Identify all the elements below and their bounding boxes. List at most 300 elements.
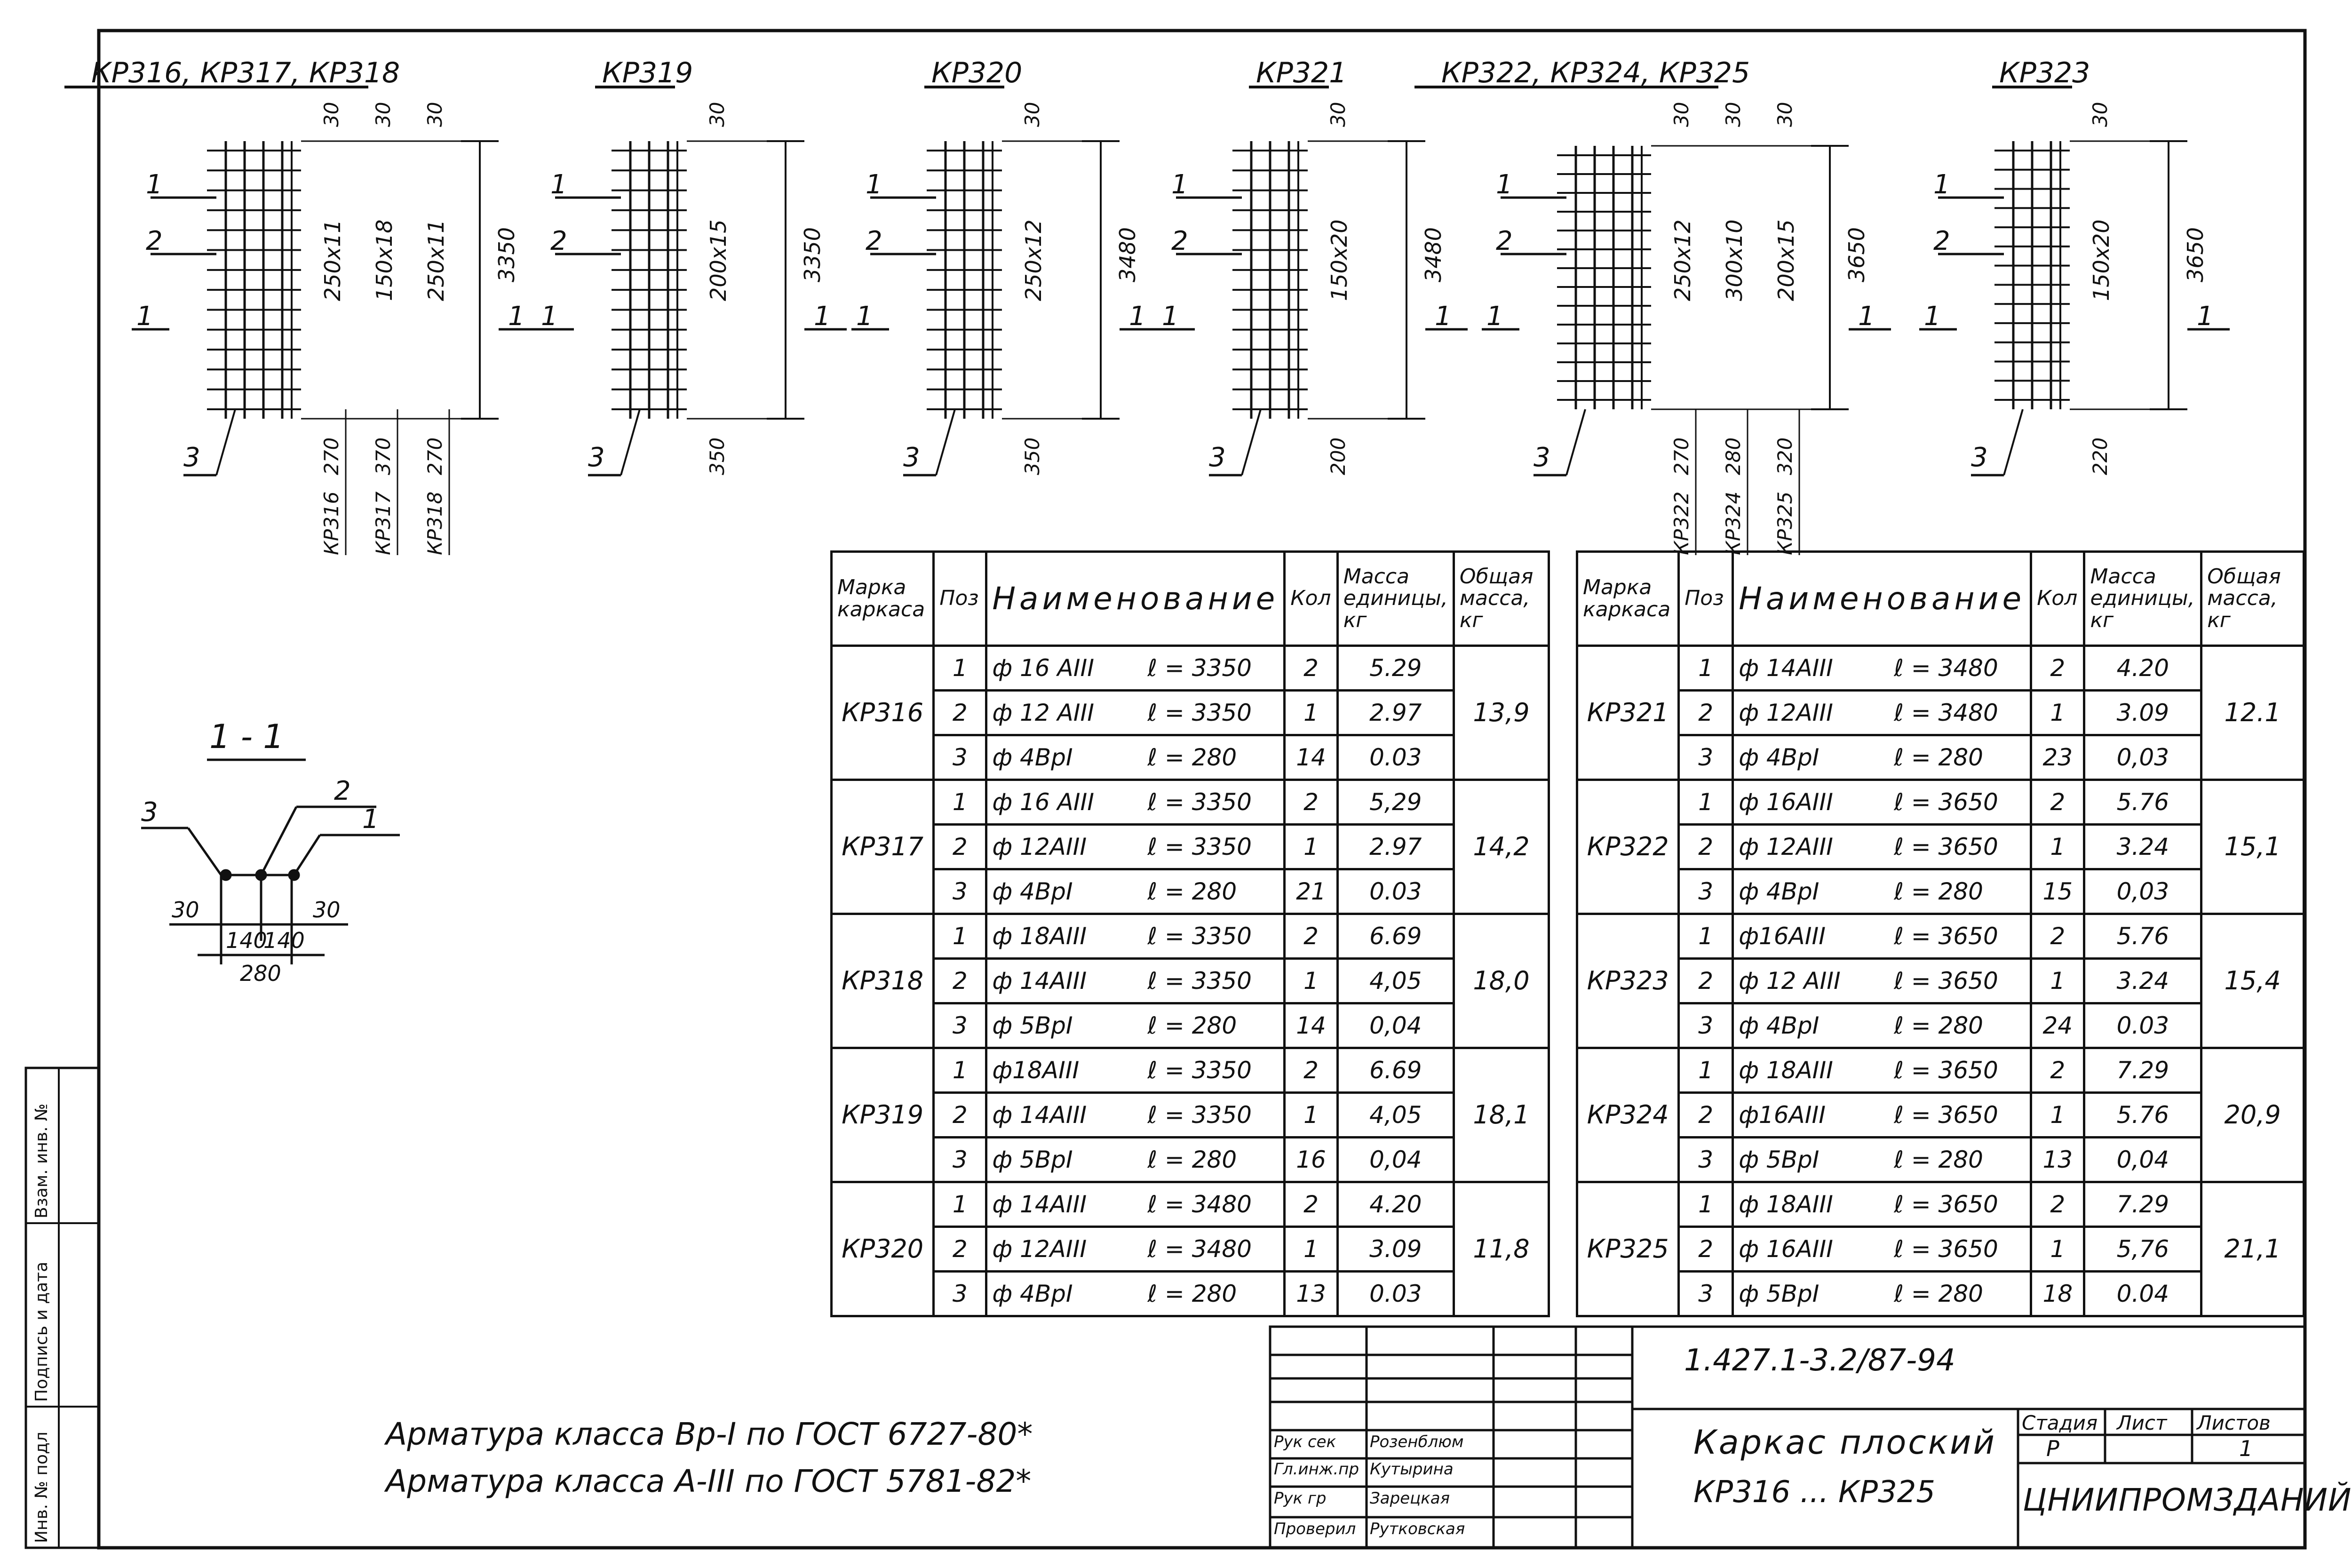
bar-length: ℓ = 3650 bbox=[1894, 1235, 1998, 1263]
table-row bbox=[832, 735, 1549, 780]
header-pos-r: Поз bbox=[1679, 552, 1733, 646]
sheet-subtitle: КР316 ... КР325 bbox=[1693, 1475, 1936, 1510]
callout-1b-0: 1 bbox=[136, 301, 153, 332]
quantity: 1 bbox=[1285, 1093, 1337, 1138]
bar-name bbox=[986, 1272, 1285, 1316]
section-dim-half-left: 140 bbox=[226, 928, 267, 953]
position: 3 bbox=[934, 735, 986, 780]
unit-mass: 7.29 bbox=[2084, 1182, 2201, 1227]
callout-3-2: 3 bbox=[903, 442, 920, 473]
frame-dim-0-0: 250х11 bbox=[320, 219, 345, 301]
position: 2 bbox=[934, 1093, 986, 1138]
bar-diameter: ф 12АIII bbox=[992, 1235, 1087, 1263]
frame-bottom-2-0: 350 bbox=[1021, 437, 1044, 475]
bar-length: ℓ = 3650 bbox=[1894, 833, 1998, 860]
bar-length: ℓ = 3650 bbox=[1894, 1056, 1998, 1084]
role-label: Рук гр bbox=[1274, 1489, 1327, 1508]
bar-diameter: ф 4ВрI bbox=[1739, 743, 1820, 771]
callout-1-0: 1 bbox=[146, 169, 163, 200]
frame-drawings bbox=[64, 87, 2230, 555]
bar-name bbox=[1733, 1272, 2031, 1316]
unit-mass: 3.09 bbox=[1337, 1227, 1454, 1272]
callout-3-4: 3 bbox=[1534, 442, 1550, 473]
unit-mass: 4,05 bbox=[1337, 959, 1454, 1003]
position: 2 bbox=[934, 691, 986, 735]
header-unit-mass-r: Масса единицы, кг bbox=[2084, 552, 2201, 646]
unit-mass: 3.24 bbox=[2084, 825, 2201, 869]
bar-diameter: ф 16АIII bbox=[1739, 1235, 1833, 1263]
total-mass: 21,1 bbox=[2201, 1182, 2304, 1316]
bar-length: ℓ = 280 bbox=[1894, 877, 1983, 905]
position: 3 bbox=[1679, 1272, 1733, 1316]
table-row bbox=[1577, 959, 2304, 1003]
bar-name bbox=[986, 780, 1285, 825]
quantity: 2 bbox=[1285, 914, 1337, 959]
position: 3 bbox=[934, 869, 986, 914]
quantity: 1 bbox=[2031, 691, 2084, 735]
frame-title-1: КР319 bbox=[602, 56, 693, 89]
bar-name bbox=[1733, 1227, 2031, 1272]
bar-diameter: ф 12АIII bbox=[992, 833, 1087, 860]
quantity: 21 bbox=[1285, 869, 1337, 914]
unit-mass: 2.97 bbox=[1337, 691, 1454, 735]
table-row bbox=[832, 1048, 1549, 1093]
frame-top-0-0: 30 bbox=[320, 102, 343, 127]
quantity: 2 bbox=[1285, 780, 1337, 825]
bar-name bbox=[1733, 1182, 2031, 1227]
side-stamp-sign: Подпись и дата bbox=[32, 1261, 51, 1402]
position: 3 bbox=[934, 1272, 986, 1316]
section-dim-total: 280 bbox=[240, 961, 281, 986]
frame-dim-4-2: 200х15 bbox=[1773, 219, 1799, 301]
bar-length: ℓ = 3350 bbox=[1147, 654, 1252, 682]
stage-value: Р bbox=[2046, 1436, 2059, 1461]
header-qty-r: Кол bbox=[2031, 552, 2084, 646]
quantity: 16 bbox=[1285, 1138, 1337, 1182]
position: 1 bbox=[1679, 780, 1733, 825]
bar-diameter: ф 16 АIII bbox=[992, 788, 1094, 816]
frame-dim-0-2: 250х11 bbox=[423, 219, 449, 301]
callout-1r-0: 1 bbox=[508, 301, 525, 332]
position: 3 bbox=[934, 1003, 986, 1048]
frame-top-5-0: 30 bbox=[2089, 102, 2112, 127]
callout-1-5: 1 bbox=[1933, 169, 1950, 200]
frame-top-0-2: 30 bbox=[423, 102, 446, 127]
callout-2-0: 2 bbox=[146, 226, 163, 256]
callout-1b-4: 1 bbox=[1486, 301, 1503, 332]
frame-dim-4-1: 300х10 bbox=[1722, 219, 1747, 301]
unit-mass: 5.76 bbox=[2084, 1093, 2201, 1138]
bar-name bbox=[1733, 869, 2031, 914]
total-mass: 15,1 bbox=[2201, 780, 2304, 914]
unit-mass: 0,03 bbox=[2084, 735, 2201, 780]
frame-sub-0-1: КР317 bbox=[372, 491, 395, 555]
position: 1 bbox=[1679, 646, 1733, 691]
position: 1 bbox=[934, 1182, 986, 1227]
table-row bbox=[832, 780, 1549, 825]
frame-dim-5-0: 150х20 bbox=[2089, 219, 2114, 301]
frame-dim-0-1: 150х18 bbox=[372, 219, 397, 301]
frame-sub-4-2: КР325 bbox=[1773, 491, 1796, 555]
section-dim-right: 30 bbox=[313, 897, 341, 923]
table-row bbox=[1577, 780, 2304, 825]
table-row bbox=[1577, 1227, 2304, 1272]
header-mark: Марка каркаса bbox=[832, 552, 934, 646]
role-name: Розенблюм bbox=[1370, 1433, 1464, 1451]
frame-title-4: КР322, КР324, КР325 bbox=[1441, 56, 1750, 89]
bar-diameter: ф 4ВрI bbox=[992, 1280, 1073, 1307]
unit-mass: 0,04 bbox=[1337, 1138, 1454, 1182]
unit-mass: 5,76 bbox=[2084, 1227, 2201, 1272]
header-pos: Поз bbox=[934, 552, 986, 646]
frame-top-0-1: 30 bbox=[372, 102, 395, 127]
total-mass: 11,8 bbox=[1454, 1182, 1549, 1316]
table-row bbox=[832, 825, 1549, 869]
position: 1 bbox=[1679, 1182, 1733, 1227]
bar-length: ℓ = 280 bbox=[1894, 1011, 1983, 1039]
position: 1 bbox=[934, 914, 986, 959]
unit-mass: 0,04 bbox=[2084, 1138, 2201, 1182]
total-mass: 18,1 bbox=[1454, 1048, 1549, 1182]
bar-name bbox=[1733, 1048, 2031, 1093]
bar-name bbox=[1733, 959, 2031, 1003]
bar-length: ℓ = 3350 bbox=[1147, 788, 1252, 816]
position: 2 bbox=[1679, 691, 1733, 735]
bar-diameter: ф 16АIII bbox=[1739, 788, 1833, 816]
frame-dim-3-0: 150х20 bbox=[1327, 219, 1352, 301]
table-row bbox=[1577, 825, 2304, 869]
unit-mass: 0.04 bbox=[2084, 1272, 2201, 1316]
bar-length: ℓ = 3350 bbox=[1147, 1056, 1252, 1084]
bar-name bbox=[986, 1003, 1285, 1048]
bar-length: ℓ = 3650 bbox=[1894, 1190, 1998, 1218]
frame-dim-5-1: 3650 bbox=[2183, 227, 2208, 282]
callout-1r-4: 1 bbox=[1858, 301, 1875, 332]
table-row bbox=[1577, 1138, 2304, 1182]
bar-name bbox=[986, 1048, 1285, 1093]
frame-mark: КР324 bbox=[1577, 1048, 1679, 1182]
quantity: 1 bbox=[2031, 1093, 2084, 1138]
frame-sub-0-0: КР316 bbox=[320, 491, 343, 555]
note-2: Арматура класса А-III по ГОСТ 5781-82* bbox=[386, 1463, 1032, 1499]
frame-mark: КР323 bbox=[1577, 914, 1679, 1048]
frame-bottom-4-2: 320 bbox=[1773, 437, 1796, 475]
unit-mass: 5.76 bbox=[2084, 914, 2201, 959]
table-row bbox=[832, 1272, 1549, 1316]
table-row bbox=[1577, 691, 2304, 735]
bar-name bbox=[1733, 1093, 2031, 1138]
unit-mass: 4,05 bbox=[1337, 1093, 1454, 1138]
callout-3-5: 3 bbox=[1971, 442, 1988, 473]
bar-name bbox=[986, 1182, 1285, 1227]
section-label-3: 3 bbox=[141, 797, 158, 828]
frame-mark: КР318 bbox=[832, 914, 934, 1048]
role-label: Рук сек bbox=[1274, 1433, 1336, 1451]
section-title: 1 - 1 bbox=[209, 717, 284, 756]
frame-top-1-0: 30 bbox=[706, 102, 729, 127]
bar-diameter: ф 14АIII bbox=[992, 1190, 1087, 1218]
header-qty: Кол bbox=[1285, 552, 1337, 646]
unit-mass: 2.97 bbox=[1337, 825, 1454, 869]
bar-name bbox=[1733, 646, 2031, 691]
bar-name bbox=[986, 1138, 1285, 1182]
unit-mass: 0.03 bbox=[1337, 735, 1454, 780]
bar-diameter: ф18АIII bbox=[992, 1056, 1080, 1084]
bar-length: ℓ = 3650 bbox=[1894, 922, 1998, 950]
table-row bbox=[832, 914, 1549, 959]
header-name: Наименование bbox=[986, 552, 1285, 646]
spec-table-right bbox=[1576, 550, 2305, 1317]
callout-3-0: 3 bbox=[183, 442, 200, 473]
bar-length: ℓ = 280 bbox=[1147, 1146, 1237, 1173]
table-row bbox=[832, 1182, 1549, 1227]
bar-diameter: ф 5ВрI bbox=[1739, 1280, 1820, 1307]
bar-diameter: ф16АIII bbox=[1739, 922, 1826, 950]
frame-mark: КР319 bbox=[832, 1048, 934, 1182]
table-row bbox=[832, 646, 1549, 691]
quantity: 24 bbox=[2031, 1003, 2084, 1048]
position: 2 bbox=[1679, 1093, 1733, 1138]
frame-bottom-0-1: 370 bbox=[372, 437, 395, 475]
quantity: 2 bbox=[2031, 1182, 2084, 1227]
total-mass: 15,4 bbox=[2201, 914, 2304, 1048]
position: 2 bbox=[1679, 959, 1733, 1003]
quantity: 2 bbox=[2031, 914, 2084, 959]
callout-2-4: 2 bbox=[1496, 226, 1513, 256]
table-row bbox=[832, 1227, 1549, 1272]
quantity: 1 bbox=[2031, 825, 2084, 869]
callout-1-2: 1 bbox=[866, 169, 882, 200]
frame-bottom-0-2: 270 bbox=[423, 437, 446, 475]
bar-diameter: ф 4ВрI bbox=[992, 877, 1073, 905]
sheets-label: Листов bbox=[2197, 1411, 2271, 1434]
sheets-total: 1 bbox=[2239, 1436, 2253, 1461]
frame-dim-2-0: 250х12 bbox=[1021, 219, 1046, 301]
bar-diameter: ф 5ВрI bbox=[1739, 1146, 1820, 1173]
bar-length: ℓ = 280 bbox=[1894, 743, 1983, 771]
bar-diameter: ф16АIII bbox=[1739, 1101, 1826, 1129]
callout-1-3: 1 bbox=[1171, 169, 1188, 200]
quantity: 14 bbox=[1285, 735, 1337, 780]
position: 1 bbox=[934, 780, 986, 825]
frame-mark: КР317 bbox=[832, 780, 934, 914]
bar-diameter: ф 5ВрI bbox=[992, 1146, 1073, 1173]
position: 3 bbox=[1679, 1138, 1733, 1182]
side-stamp-inv: Инв. № подл bbox=[32, 1432, 51, 1543]
quantity: 2 bbox=[2031, 646, 2084, 691]
header-name-r: Наименование bbox=[1733, 552, 2031, 646]
bar-diameter: ф 14АIII bbox=[1739, 654, 1833, 682]
table-row bbox=[832, 869, 1549, 914]
callout-1-4: 1 bbox=[1496, 169, 1513, 200]
bar-name bbox=[986, 1227, 1285, 1272]
bar-name bbox=[1733, 825, 2031, 869]
quantity: 1 bbox=[2031, 1227, 2084, 1272]
bar-length: ℓ = 3350 bbox=[1147, 1101, 1252, 1129]
frame-bottom-5-0: 220 bbox=[2089, 437, 2112, 475]
callout-2-3: 2 bbox=[1171, 226, 1188, 256]
bar-length: ℓ = 280 bbox=[1147, 1280, 1237, 1307]
bar-name bbox=[986, 825, 1285, 869]
unit-mass: 3.09 bbox=[2084, 691, 2201, 735]
total-mass: 20,9 bbox=[2201, 1048, 2304, 1182]
bar-length: ℓ = 3650 bbox=[1894, 1101, 1998, 1129]
role-name: Зарецкая bbox=[1370, 1489, 1450, 1508]
section-dim-half-right: 140 bbox=[263, 928, 305, 953]
frame-sub-4-0: КР322 bbox=[1670, 491, 1693, 555]
frame-bottom-4-1: 280 bbox=[1722, 437, 1745, 475]
bar-name bbox=[1733, 1138, 2031, 1182]
bar-length: ℓ = 3480 bbox=[1894, 654, 1998, 682]
bar-length: ℓ = 3350 bbox=[1147, 699, 1252, 726]
frame-dim-1-0: 200х15 bbox=[706, 219, 731, 301]
position: 1 bbox=[1679, 1048, 1733, 1093]
bar-name bbox=[986, 914, 1285, 959]
frame-title-2: КР320 bbox=[931, 56, 1023, 89]
bar-diameter: ф 4ВрI bbox=[1739, 877, 1820, 905]
total-mass: 13,9 bbox=[1454, 646, 1549, 780]
quantity: 13 bbox=[1285, 1272, 1337, 1316]
frame-mark: КР322 bbox=[1577, 780, 1679, 914]
table-row bbox=[1577, 1093, 2304, 1138]
callout-3-1: 3 bbox=[588, 442, 605, 473]
frame-mark: КР321 bbox=[1577, 646, 1679, 780]
position: 3 bbox=[934, 1138, 986, 1182]
section-label-1: 1 bbox=[362, 804, 379, 835]
bar-diameter: ф 18АIII bbox=[992, 922, 1087, 950]
unit-mass: 5.29 bbox=[1337, 646, 1454, 691]
callout-1b-5: 1 bbox=[1924, 301, 1941, 332]
unit-mass: 4.20 bbox=[2084, 646, 2201, 691]
quantity: 1 bbox=[1285, 959, 1337, 1003]
table-row bbox=[1577, 1182, 2304, 1227]
quantity: 23 bbox=[2031, 735, 2084, 780]
frame-sub-4-1: КР324 bbox=[1722, 491, 1745, 555]
frame-title-3: КР321 bbox=[1256, 56, 1347, 89]
position: 1 bbox=[934, 1048, 986, 1093]
bar-length: ℓ = 3350 bbox=[1147, 833, 1252, 860]
stage-label: Стадия bbox=[2022, 1411, 2098, 1434]
bar-length: ℓ = 3350 bbox=[1147, 967, 1252, 995]
quantity: 1 bbox=[2031, 959, 2084, 1003]
bar-name bbox=[1733, 735, 2031, 780]
total-mass: 12.1 bbox=[2201, 646, 2304, 780]
bar-name bbox=[1733, 691, 2031, 735]
bar-name bbox=[1733, 780, 2031, 825]
position: 3 bbox=[1679, 1003, 1733, 1048]
frame-top-4-0: 30 bbox=[1670, 102, 1693, 127]
table-row bbox=[1577, 869, 2304, 914]
frame-dim-4-0: 250х12 bbox=[1670, 219, 1695, 301]
bar-name bbox=[986, 735, 1285, 780]
bar-name bbox=[986, 959, 1285, 1003]
callout-1r-5: 1 bbox=[2197, 301, 2214, 332]
role-name: Кутырина bbox=[1370, 1460, 1454, 1479]
bar-name bbox=[1733, 914, 2031, 959]
unit-mass: 4.20 bbox=[1337, 1182, 1454, 1227]
table-row bbox=[832, 691, 1549, 735]
table-row bbox=[1577, 914, 2304, 959]
bar-diameter: ф 16 АIII bbox=[992, 654, 1094, 682]
bar-length: ℓ = 3650 bbox=[1894, 967, 1998, 995]
position: 2 bbox=[1679, 1227, 1733, 1272]
side-stamp-replace: Взам. инв. № bbox=[32, 1103, 51, 1218]
bar-diameter: ф 12 АIII bbox=[1739, 967, 1841, 995]
section-dim-left: 30 bbox=[172, 897, 199, 923]
frame-dim-1-1: 3350 bbox=[800, 227, 825, 282]
position: 3 bbox=[1679, 735, 1733, 780]
bar-diameter: ф 4ВрI bbox=[992, 743, 1073, 771]
bar-diameter: ф 5ВрI bbox=[992, 1011, 1073, 1039]
sheet-title: Каркас плоский bbox=[1693, 1423, 1997, 1462]
bar-diameter: ф 12АIII bbox=[1739, 833, 1833, 860]
bar-length: ℓ = 280 bbox=[1894, 1280, 1983, 1307]
quantity: 2 bbox=[1285, 1048, 1337, 1093]
table-row bbox=[832, 1138, 1549, 1182]
quantity: 2 bbox=[1285, 646, 1337, 691]
frame-bottom-0-0: 270 bbox=[320, 437, 343, 475]
table-row bbox=[1577, 1272, 2304, 1316]
frame-top-4-2: 30 bbox=[1773, 102, 1796, 127]
table-row bbox=[1577, 735, 2304, 780]
quantity: 1 bbox=[1285, 1227, 1337, 1272]
unit-mass: 5,29 bbox=[1337, 780, 1454, 825]
bar-length: ℓ = 280 bbox=[1147, 877, 1237, 905]
frame-dim-0-3: 3350 bbox=[494, 227, 519, 282]
unit-mass: 3.24 bbox=[2084, 959, 2201, 1003]
note-1: Арматура класса Вр-I по ГОСТ 6727-80* bbox=[386, 1416, 1033, 1452]
spec-table-left bbox=[830, 550, 1550, 1317]
frame-bottom-3-0: 200 bbox=[1327, 437, 1350, 475]
doc-code: 1.427.1-3.2/87-94 bbox=[1684, 1343, 1955, 1378]
quantity: 15 bbox=[2031, 869, 2084, 914]
bar-diameter: ф 14АIII bbox=[992, 967, 1087, 995]
position: 2 bbox=[934, 959, 986, 1003]
bar-length: ℓ = 3650 bbox=[1894, 788, 1998, 816]
total-mass: 18,0 bbox=[1454, 914, 1549, 1048]
bar-length: ℓ = 3480 bbox=[1147, 1235, 1252, 1263]
callout-3-3: 3 bbox=[1209, 442, 1226, 473]
callout-1b-1: 1 bbox=[541, 301, 558, 332]
position: 2 bbox=[934, 1227, 986, 1272]
quantity: 13 bbox=[2031, 1138, 2084, 1182]
bar-length: ℓ = 3350 bbox=[1147, 922, 1252, 950]
unit-mass: 5.76 bbox=[2084, 780, 2201, 825]
bar-name bbox=[986, 869, 1285, 914]
callout-1-1: 1 bbox=[550, 169, 567, 200]
unit-mass: 6.69 bbox=[1337, 914, 1454, 959]
bar-diameter: ф 4ВрI bbox=[1739, 1011, 1820, 1039]
frame-title-0: КР316, КР317, КР318 bbox=[91, 56, 400, 89]
position: 1 bbox=[934, 646, 986, 691]
position: 2 bbox=[934, 825, 986, 869]
header-mark-r: Марка каркаса bbox=[1577, 552, 1679, 646]
role-name: Рутковская bbox=[1370, 1520, 1465, 1538]
unit-mass: 0.03 bbox=[1337, 1272, 1454, 1316]
organization: ЦНИИПРОМЗДАНИЙ bbox=[2023, 1482, 2352, 1518]
bar-length: ℓ = 3480 bbox=[1894, 699, 1998, 726]
quantity: 2 bbox=[2031, 780, 2084, 825]
table-row bbox=[1577, 1048, 2304, 1093]
callout-2-1: 2 bbox=[550, 226, 567, 256]
frame-mark: КР320 bbox=[832, 1182, 934, 1316]
table-row bbox=[1577, 1003, 2304, 1048]
callout-1r-2: 1 bbox=[1129, 301, 1146, 332]
position: 2 bbox=[1679, 825, 1733, 869]
frame-top-4-1: 30 bbox=[1722, 102, 1745, 127]
frame-sub-0-2: КР318 bbox=[423, 491, 446, 555]
frame-bottom-1-0: 350 bbox=[706, 437, 729, 475]
